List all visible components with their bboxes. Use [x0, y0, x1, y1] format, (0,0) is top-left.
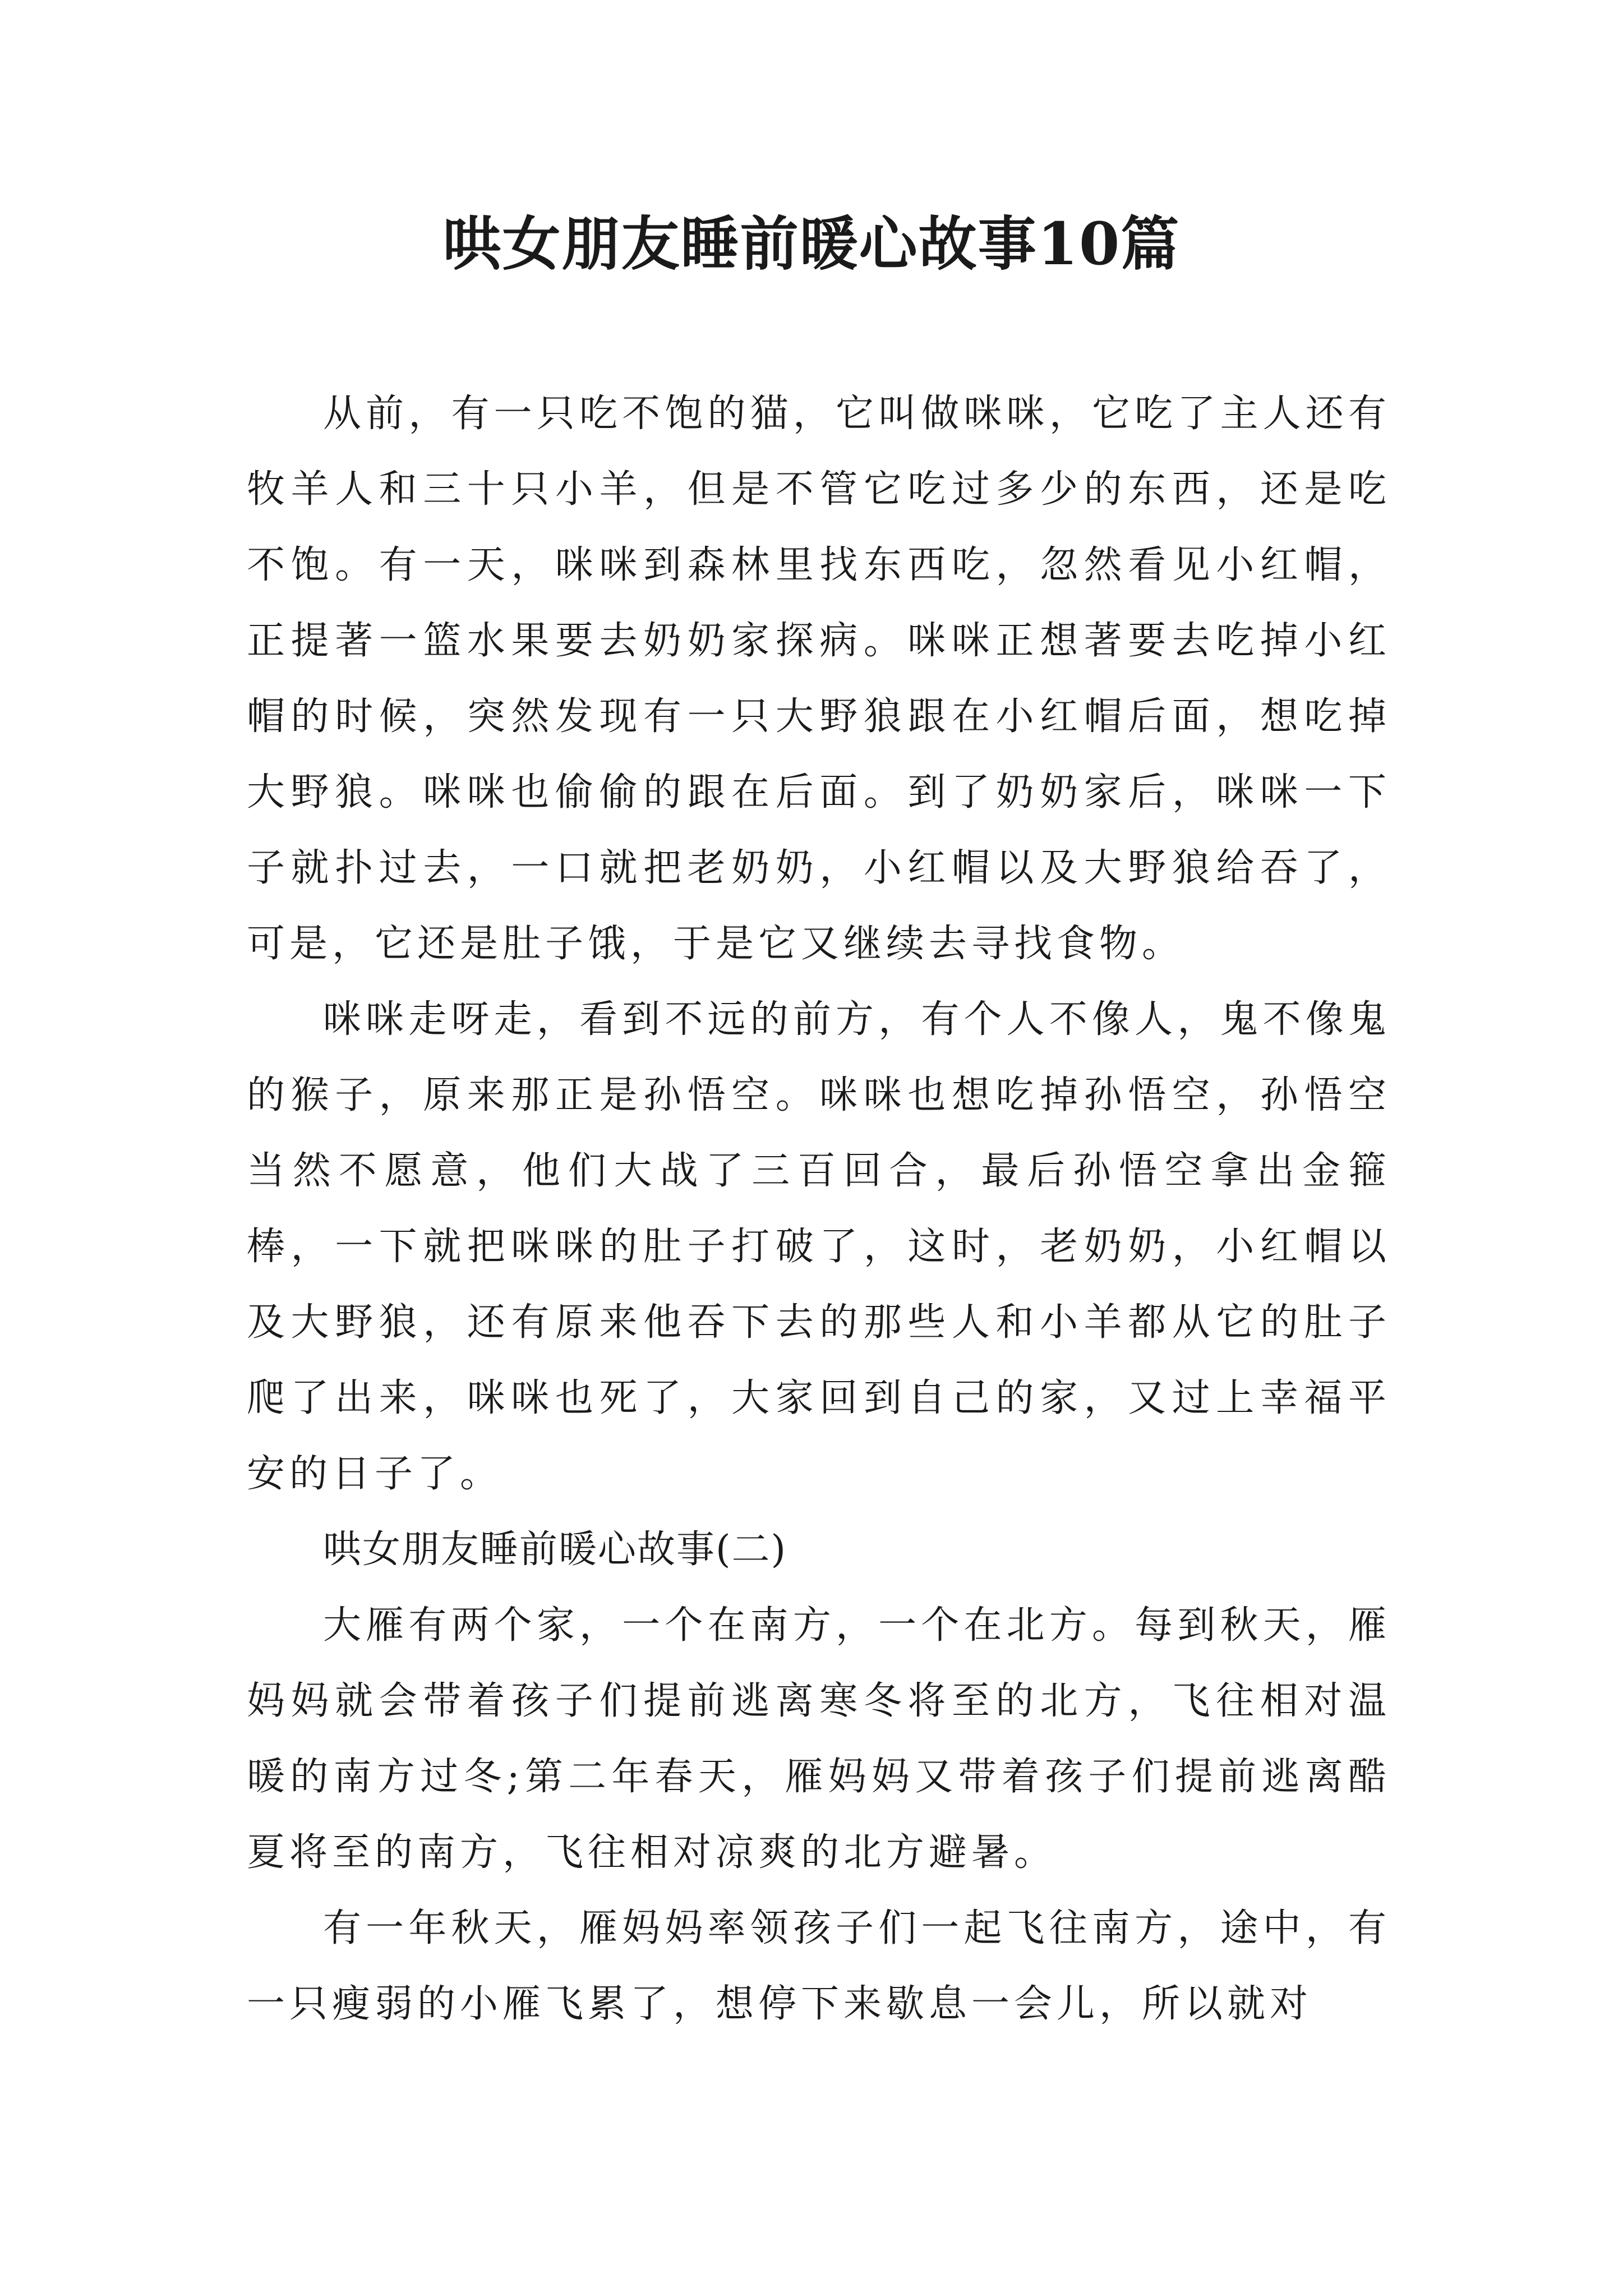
document-title: 哄女朋友睡前暖心故事10篇	[442, 209, 1181, 278]
document-body	[247, 376, 1391, 2042]
section-heading: 哄女朋友睡前暖心故事(二)	[323, 1527, 787, 1572]
paragraph-3: 大雁有两个家，一个在南方，一个在北方。每到秋天，雁妈妈就会带着孩子们提前逃离寒冬将至的北方，飞往相对温暖的南方过冬;第二年春天，雁妈妈又带着孩子们提前逃离酷夏将至的南方，飞往相对凉爽的北方避暑。	[247, 1603, 1391, 1875]
paragraph-1: 从前，有一只吃不饱的猫，它叫做咪咪，它吃了主人还有牧羊人和三十只小羊，但是不管它吃过多少的东西，还是吃不饱。有一天，咪咪到森林里找东西吃，忽然看见小红帽，正提著一篮水果要去奶奶家探病。咪咪正想著要去吃掉小红帽的时候，突然发现有一只大野狼跟在小红帽后面，想吃掉大野狼。咪咪也偷偷的跟在后面。到了奶奶家后，咪咪一下子就扑过去，一口就把老奶奶，小红帽以及大野狼给吞了，可是，它还是肚子饿，于是它又继续去寻找食物。	[247, 392, 1391, 966]
paragraph-4: 有一年秋天，雁妈妈率领孩子们一起飞往南方，途中，有一只瘦弱的小雁飞累了，想停下来歇息一会儿，所以就对	[247, 1906, 1391, 2026]
paragraph-2: 咪咪走呀走，看到不远的前方，有个人不像人，鬼不像鬼的猴子，原来那正是孙悟空。咪咪也想吃掉孙悟空，孙悟空当然不愿意，他们大战了三百回合，最后孙悟空拿出金箍棒，一下就把咪咪的肚子打破了，这时，老奶奶，小红帽以及大野狼，还有原来他吞下去的那些人和小羊都从它的肚子爬了出来，咪咪也死了，大家回到自己的家，又过上幸福平安的日子了。	[247, 997, 1391, 1496]
